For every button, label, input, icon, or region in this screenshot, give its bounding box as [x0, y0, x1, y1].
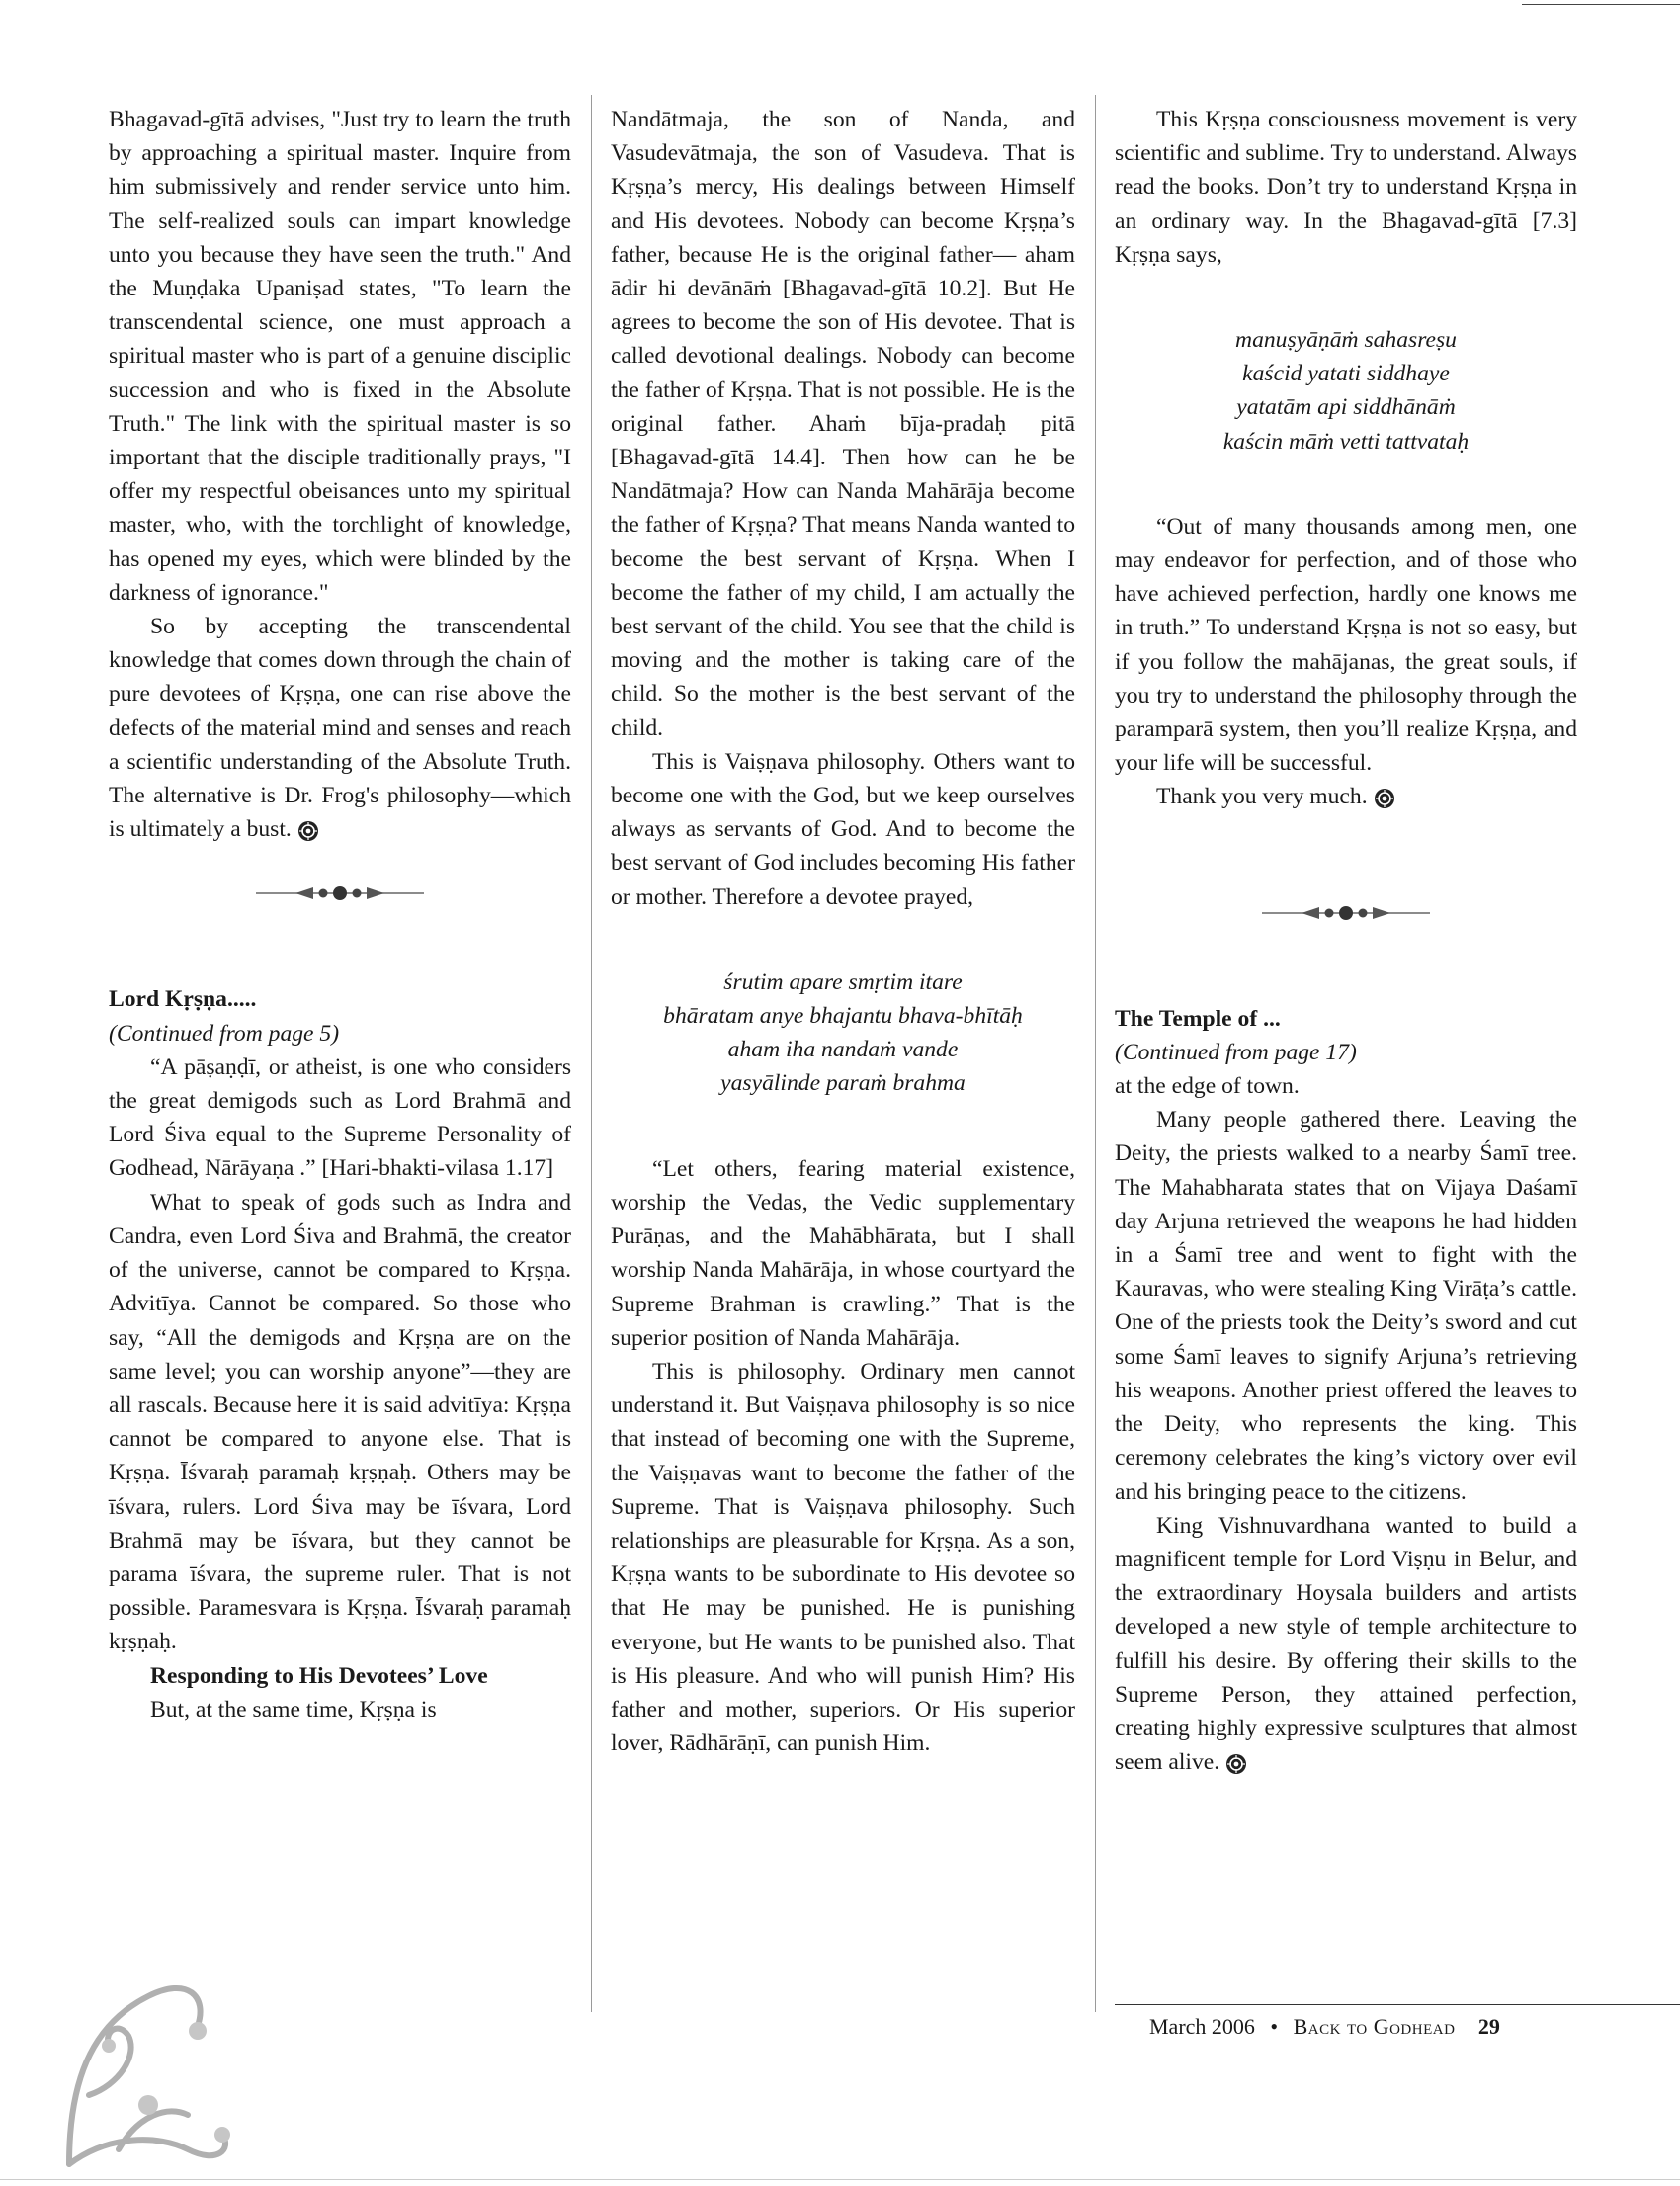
ornamental-divider-icon: [1262, 902, 1430, 924]
continued-from-note: (Continued from page 17): [1115, 1039, 1357, 1065]
verse-block-sruti: [611, 966, 1075, 1101]
col1-para4: What to speak of gods such as Indra and Candra, even Lord Śiva and Brahmā, the creator of the universe, cannot be compared to Kṛṣṇa. Advitīya. Cannot be compared. So those who say, “All the demigods and Kṛṣṇa are on the same level; you can worship anyone”—they are all rascals. Because here it is said advitīya: Kṛṣṇa cannot be compared to anyone else. That is Kṛṣṇa. Īśvaraḥ paramaḥ kṛṣṇaḥ. Others may be īśvara, rulers. Lord Śiva may be īśvara, Lord Brahmā may be īśvara, but they cannot be parama īśvara, the supreme ruler. That is not possible. Paramesvara is Kṛṣṇa. Īśvaraḥ paramaḥ kṛṣṇaḥ.: [109, 1189, 571, 1655]
page-number: 29: [1477, 2014, 1500, 2039]
verse-line: kaścin māṁ vetti tattvataḥ: [1222, 428, 1470, 455]
floral-corner-ornament-icon: [49, 1937, 237, 2174]
ornamental-divider-icon: [256, 883, 424, 904]
footer-magazine-title: Back to Godhead: [1293, 2014, 1456, 2039]
verse-line: yasyālinde paraṁ brahma: [720, 1070, 966, 1097]
column-rule-2: [1095, 95, 1096, 2012]
col3-para3: Thank you very much.: [1115, 780, 1577, 813]
page-footer: [1149, 2014, 1500, 2040]
column-1: [109, 103, 571, 1726]
verse-line: yatatām api siddhānāṁ: [1236, 394, 1456, 421]
section-divider: [1115, 893, 1577, 933]
column-2: [611, 103, 1075, 1760]
lotus-endmark-icon: [297, 820, 319, 842]
col2-para3: “Let others, fearing material existence, worship the Vedas, the Vedic supplementary Purāṇas, and the Mahābhārata, but I shall worship Nanda Mahārāja, in whose courtyard the Supreme Brahman is crawling.” That is the superior position of Nanda Mahārāja.: [611, 1155, 1075, 1351]
section-heading-temple: The Temple of ...: [1115, 1005, 1281, 1032]
column-rule-1: [591, 95, 592, 2012]
verse-line: bhāratam anye bhajantu bhava-bhītāḥ: [663, 1003, 1023, 1030]
col2-para4: This is philosophy. Ordinary men cannot understand it. But Vaiṣṇava philosophy is so nice that instead of becoming one with the Supreme, the Vaiṣṇavas want to become the father of the Supreme. That is Vaiṣṇava philosophy. Such relationships are pleasurable for Kṛṣṇa. As a son, Kṛṣṇa wants to be subordinate to His devotee so that He may be punished. He is punishing everyone, but He wants to be punished also. That is His pleasure. And who will punish Him? His father and mother, superiors. Or His superior lover, Rādhārāṇī, can punish Him.: [611, 1358, 1075, 1757]
footer-rule: [1115, 2004, 1680, 2005]
col1-para2: So by accepting the transcendental knowledge that comes down through the chain of pure devotees of Kṛṣṇa, one can rise above the defects of the material mind and senses and reach a scientific understanding of the Absolute Truth. The alternative is Dr. Frog's philosophy—which is ultimately a bust.: [109, 614, 571, 843]
col1-para3: “A pāṣaṇḍī, or atheist, is one who considers the great demigods such as Lord Brahmā and Lord Śiva equal to the Supreme Personality of Godhead, Nārāyaṇa .” [Hari-bhakti-vilasa 1.17]: [109, 1053, 571, 1182]
footer-bullet: •: [1270, 2014, 1279, 2039]
lotus-endmark-icon: [1374, 788, 1395, 809]
lotus-endmark-icon: [1225, 1753, 1247, 1775]
verse-line: śrutim apare smṛtim itare: [723, 968, 963, 995]
column-3: [1115, 103, 1577, 1779]
col1-para1: Bhagavad-gītā advises, "Just try to learn the truth by approaching a spiritual master. Inquire from him submissively and render service unto him. The self-realized souls can impart knowledge unto you because they have seen the truth." And the Muṇḍaka Upaniṣad states, "To learn the transcendental science, one must approach a spiritual master who is part of a genuine disciplic succession and who is fixed in the Absolute Truth." The link with the spiritual master is so important that the disciple traditionally prays, "I offer my respectful obeisances unto my spiritual master, who, with the torchlight of knowledge, has opened my eyes, which were blinded by the darkness of ignorance.": [109, 107, 571, 606]
bottom-edge-rule: [0, 2179, 1680, 2180]
continued-from-note: (Continued from page 5): [109, 1020, 340, 1047]
col3-para2: “Out of many thousands among men, one may endeavor for perfection, and of those who have achieved perfection, hardly one knows me in truth.” To understand Kṛṣṇa is not so easy, but if you follow the mahājanas, the great souls, if you try to understand the philosophy through the paramparā system, then you’ll realize Kṛṣṇa, and your life will be successful.: [1115, 513, 1577, 777]
verse-line: kaścid yatati siddhaye: [1242, 361, 1450, 387]
verse-line: manuṣyāṇāṁ sahasreṣu: [1235, 327, 1457, 354]
col3-para1: This Kṛṣṇa consciousness movement is very scientific and sublime. Try to understand. Always read the books. Don’t try to understand Kṛṣṇa in an ordinary way. In the Bhagavad-gītā [7.3] Kṛṣṇa says,: [1115, 107, 1577, 268]
col1-para5: But, at the same time, Kṛṣṇa is: [150, 1696, 437, 1723]
verse-block-manusyanam: [1115, 323, 1577, 459]
col2-para1: Nandātmaja, the son of Nanda, and Vasudevātmaja, the son of Vasudeva. That is Kṛṣṇa’s mercy, His dealings between Himself and His devotees. Nobody can become Kṛṣṇa’s father, because He is the original father— aham ādir hi devānāṁ [Bhagavad-gītā 10.2]. But He agrees to become the son of His devotee. That is called devotional dealings. Nobody can become the father of Kṛṣṇa. That is not possible. He is the original father. Ahaṁ bīja-pradaḥ pitā [Bhagavad-gītā 14.4]. Then how can he be Nandātmaja? How can Nanda Mahārāja become the father of Kṛṣṇa? That means Nanda wanted to become the best servant of Kṛṣṇa. When I become the father of my child, I am actually the best servant of the child. You see that the child is moving and the mother is taking care of the child. So the mother is the best servant of the child.: [611, 107, 1075, 741]
col3-para5: Many people gathered there. Leaving the Deity, the priests walked to a nearby Śamī tree. The Mahabharata states that on Vijaya Daśamī day Arjuna retrieved the weapons he had hidden in a Śamī tree and went to fight with the Kauravas, who were stealing King Virāṭa’s cattle. One of the priests took the Deity’s sword and cut some Śamī leaves to signify Arjuna’s retrieving his weapons. Another priest offered the leaves to the Deity, who represents the king. This ceremony celebrates the king’s victory over evil and his bringing peace to the citizens.: [1115, 1107, 1577, 1505]
col3-para4: at the edge of town.: [1115, 1073, 1300, 1100]
section-divider: [109, 874, 571, 913]
footer-date: March 2006: [1149, 2014, 1255, 2039]
col2-para2: This is Vaiṣṇava philosophy. Others want to become one with the God, but we keep ourselves always as servants of God. And to become the best servant of God includes becoming His father or mother. Therefore a devotee prayed,: [611, 748, 1075, 910]
subheading-responding: Responding to His Devotees’ Love: [150, 1662, 488, 1689]
top-edge-rule: [1522, 4, 1680, 5]
col3-para6: King Vishnuvardhana wanted to build a magnificent temple for Lord Viṣṇu in Belur, and the extraordinary Hoysala builders and artists developed a new style of temple architecture to fulfill his desire. By offering their skills to the Supreme Person, they attained perfection, creating highly expressive sculptures that almost seem alive.: [1115, 1512, 1577, 1776]
verse-line: aham iha nandaṁ vande: [727, 1037, 959, 1063]
section-heading-lord-krsna: Lord Kṛṣṇa.....: [109, 986, 257, 1013]
